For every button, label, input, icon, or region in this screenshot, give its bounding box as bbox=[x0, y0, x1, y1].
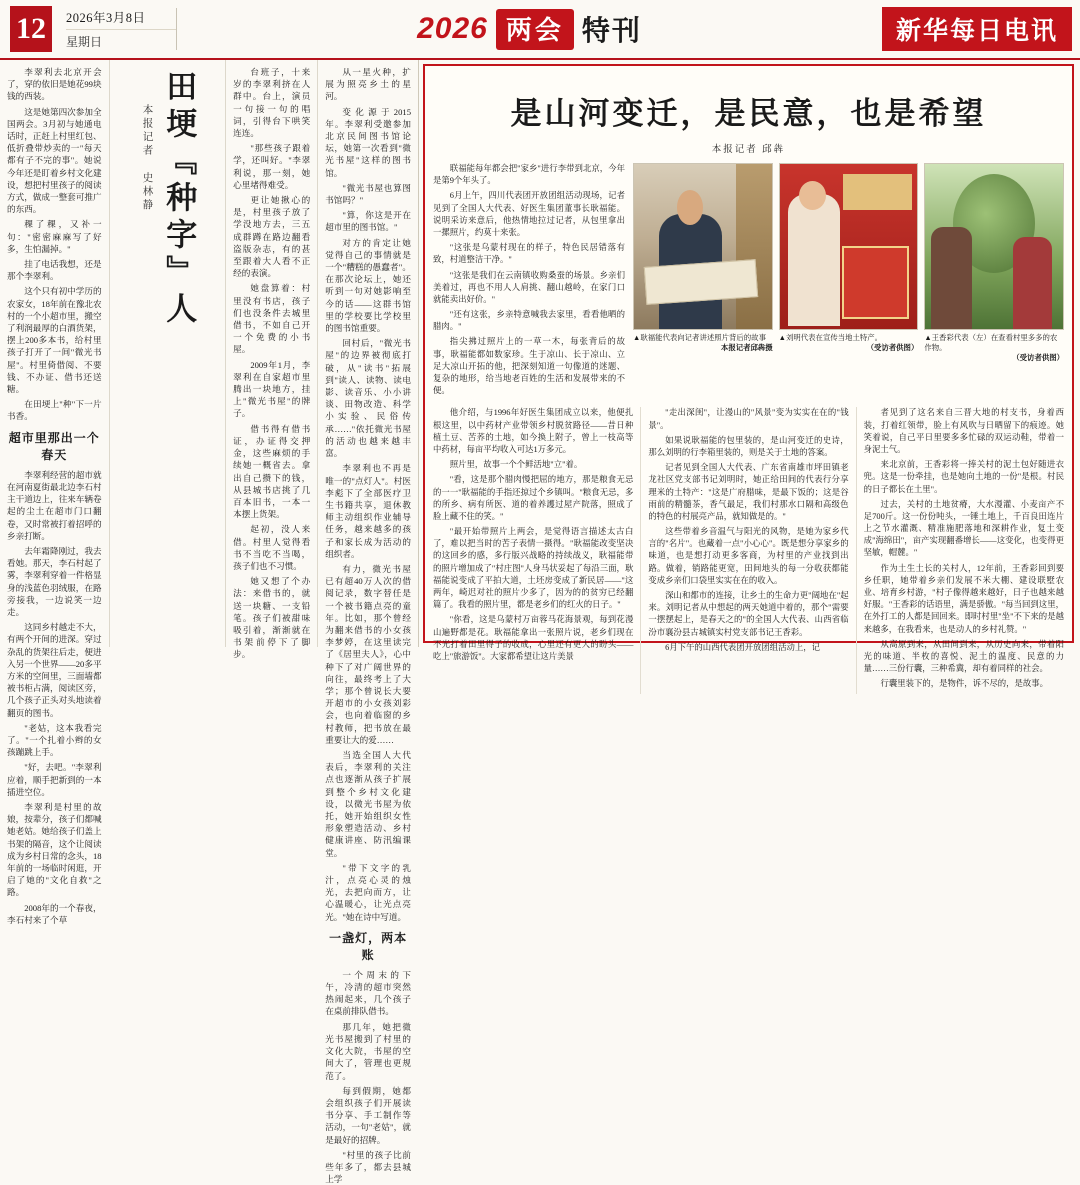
left-subhead-1: 超市里那出一个春天 bbox=[8, 430, 100, 462]
paragraph: 过去，关村的土地贫瘠，大水漫灌、小麦亩产不足700斤。这一份份吨头，一锤土地上，千百良田连片上之节水灌溉、精准施肥落地和深耕作业，复土变成"海绵田"，亩产实现翻番增长——这变化，也变得更坚敏，帽麓。" bbox=[863, 499, 1064, 558]
masthead bbox=[0, 0, 1080, 60]
left-headline-block bbox=[110, 60, 227, 647]
left-subhead-2: 一盏灯，两本账 bbox=[329, 930, 408, 962]
paragraph: "你看，这是乌蒙村万亩蓉马花海景观，每到花漫山遍野都是花。耿福能拿出一张照片说，老乡们现在不光打着田里得子的收成，心里还有更大的盼头——吃上"旅游饭"。大家都希望让这片美景 bbox=[433, 615, 634, 661]
paragraph: 李翠利也不再是唯一的"点灯人"。村医李彪下了全部医疗卫生书籍共享，退休教师主动组织作业辅导任务，越来越多的孩子和家长成为活动的组织者。 bbox=[325, 463, 411, 559]
feature-column-1 bbox=[433, 407, 641, 693]
paragraph: 从一星火种，扩展为照亮乡土的星河。 bbox=[325, 67, 411, 102]
photo-1-credit: 本报记者邱犇摄 bbox=[720, 342, 773, 352]
paragraph: "那些孩子跟着学，还叫好。"李翠利说，那一刻，她心里堵得难受。 bbox=[233, 143, 311, 190]
left-column-3 bbox=[318, 60, 418, 1185]
photo-2-credit: （受访者供图） bbox=[866, 342, 919, 352]
paragraph: 这个只有初中学历的农家女，18年前在豫北农村的一个小超市里，搬空了利润最厚的白酒货架，摆上200多本书，给村里孩子打开了一间"微光书屋"。村里倚借阅、不要钱、不办证、借书还送糖。 bbox=[7, 286, 102, 395]
paragraph: 她盘算着：村里没有书店，孩子们也没条件去城里借书，不如自己开一个免费的小书屋。 bbox=[233, 283, 311, 355]
photo-3-credit: （受访者供图） bbox=[1012, 352, 1065, 362]
photo-3-caption bbox=[924, 333, 1064, 363]
paragraph: "好，去吧。"李翠利应着，顺手把新到的一本插进空位。 bbox=[7, 762, 102, 797]
feature-top bbox=[433, 163, 1064, 400]
paragraph: 她又想了个办法：来借书的，就送一块糖、一支铅笔。孩子们被甜味吸引着，渐渐就在书架前停下了脚步。 bbox=[233, 576, 311, 660]
paragraph: 行囊里装下的，是物件，诉不尽的，是故事。 bbox=[880, 679, 1048, 689]
photo-1-caption bbox=[633, 333, 773, 353]
photo-2-image bbox=[779, 163, 919, 330]
paragraph: 记者见到全国人大代表、广东省南雄市坪田镇老龙社区党支部书记刘明时，她正给田间的代表行分享理米的土特产："这是广府腊味，是最下饭的；这是谷雨前的精髓茶，香气最足，我们村那水口隔和高级色的特色的村展亮产品，就知做是的。" bbox=[648, 463, 849, 521]
paragraph: 深山和都市的连接，让乡土的生命力更"阔地在"起来。刘明记者从中想起的两天她道中着的，那个"需要一摆摆起上，是春天之的"的全国人大代表、山西省临汾市襄汾县古城镇实村党支部书记王香彩。 bbox=[648, 591, 849, 637]
paragraph: 稞了稞，又补一句："密密麻麻写了好多，生怕漏掉。" bbox=[7, 219, 102, 254]
paragraph: 挂了电话我想，还是那个李翠利。 bbox=[7, 259, 102, 282]
paragraph: 作为土生土长的关村人，12年前，王香彩回到要乡任职，她带着乡亲们发展不米大棚、建设联墅农业、培育乡村游，"村子像得越来越好，日子也越来越好服。"王香彩的话语里，满是骄傲。"每当回到这里，在外打工的人都是回回来。即时村里"坐"不下来的是越来越多，在我看来，也是动人的乡村礼赞。" bbox=[863, 563, 1064, 634]
paragraph: "这张是我们在云南镇收购桑蚕的场景。乡亲们美着过，再也不用人人肩挑、翻山越岭，在家门口就能卖出好价。" bbox=[433, 270, 625, 304]
weekday-text: 星期日 bbox=[66, 35, 103, 49]
photo-3-caption-text: ▲王香彩代表（左）在查看村里多多的农作物。 bbox=[924, 333, 1058, 352]
paragraph: 李翠利是村里的故娘，按辈分，孩子们都喊她老姑。她给孩子们盖上书架的隔音，这个让阅读成为乡村日常的念头，18年前的一场临时闲逛，开启了她的"文化自救"之路。 bbox=[7, 802, 102, 898]
special-issue-title bbox=[177, 0, 882, 58]
feature-body-columns bbox=[433, 407, 1064, 693]
photo-1 bbox=[633, 163, 773, 400]
paragraph: 起初，没人来借。村里人觉得看书不当吃不当喝，孩子们也不习惯。 bbox=[233, 524, 311, 571]
photo-2 bbox=[779, 163, 919, 400]
paragraph: 者见到了这名来自三晋大地的村支书，身着西装，打着红领带，脸上有风吹与日晒留下的痕迹。她笑着说，自己平日里要多多忙碌的双运动鞋，带着一身泥土气。 bbox=[863, 408, 1064, 454]
paragraph: 台班子，十来岁的李翠利挤在人群中。台上，演员一句接一句的唱词，引得台下哄笑连连。 bbox=[233, 67, 311, 139]
left-column-1 bbox=[0, 60, 110, 925]
feature-byline: 本报记者 邱犇 bbox=[711, 145, 786, 155]
left-headline: 田埂『种字』人 bbox=[161, 70, 197, 329]
paragraph: 6月上午，四川代表团开放团组活动现场，记者见到了全国人大代表、好医生集团董事长耿福能。说明采访来意后，他热情地拉过记者，从包里拿出一摞照片，约莫十来张。 bbox=[433, 191, 625, 237]
issue-badge: 两会 bbox=[496, 9, 574, 50]
photo-1-caption-text: ▲耿福能代表向记者讲述照片背后的故事 bbox=[633, 333, 766, 342]
paragraph: 在田埂上"种"下一片书香。 bbox=[7, 399, 102, 422]
paragraph: 这些带着乡音温气与阳光的风物，是她为家乡代言的"名片"。也藏着一点"小心心"。既是想分享家乡的味道，也是想打动更多客商，为村里的产业找到出路。做着，销路能更宽，田间地头的每一分收获都能变成乡亲们口袋里实实在在的收入。 bbox=[648, 527, 849, 585]
issue-year: 2026 bbox=[417, 12, 488, 45]
photo-3-image bbox=[924, 163, 1064, 330]
paragraph: "走出深闺"，让漫山的"风景"变为实实在在的"钱景"。 bbox=[648, 408, 849, 430]
paragraph: "老姑，这本我看完了。"一个扎着小辫的女孩蹦跳上手。 bbox=[7, 722, 102, 758]
photo-3 bbox=[924, 163, 1064, 400]
feature-headline: 是山河变迁，是民意，也是希望 bbox=[510, 96, 987, 131]
paragraph: 李翠利去北京开会了，穿的依旧是她花99块钱的西装。 bbox=[7, 67, 102, 102]
left-byline: 本报记者 史林静 bbox=[141, 104, 153, 213]
paragraph: "带下文字的乳汁，点亮心灵的烛光，去把向而方，让心温暖心，让光点亮光。"她在诗中写道。 bbox=[325, 862, 411, 922]
left-column-2 bbox=[226, 60, 318, 660]
paragraph: 李翠利经营的超市就在河南夏街最北边李石村主干道边上，往来车辆卷起的尘土在超市门口翻卷，又时常被打着招呼的乡亲打断。 bbox=[7, 469, 102, 541]
paragraph: 来北京前，王香彩将一捧关村的泥土包好随进衣兜。这是一份牵挂，也是她向土地的一份"是根。村民的日子都长在土里"。 bbox=[863, 460, 1064, 494]
feature-tail-paragraph: 6月下午的山西代表团开放团组活动上，记 bbox=[665, 642, 821, 652]
left-article bbox=[0, 60, 419, 1185]
paragraph: 当选全国人大代表后，李翠利的关注点也逐渐从孩子扩展到整个乡村文化建设，以微光书屋为依托，她开始组织女性形象塑造活动、乡村健康讲座、防汛编课堂。 bbox=[325, 749, 411, 858]
paragraph: 更让她揪心的是，村里孩子放了学没地方去，三五成群蹲在路边翻看盗版杂志，有的甚至跟着大人看不正经的表演。 bbox=[233, 195, 311, 279]
paragraph: 对方的肯定让她觉得自己的事情就是一个"糟糕的愚蠢者"。在那次论坛上，她还听到一句对她影响至今的话——这群书馆里的学校要比学校里的图书馆重要。 bbox=[325, 237, 411, 334]
paragraph: 联福能每年都会把"家乡"进行李带到北京，今年是第9个年头了。 bbox=[433, 164, 625, 186]
right-feature-zone bbox=[419, 60, 1080, 689]
paragraph: "这张是乌蒙村现在的样子，特色民居错落有致，村道整洁干净。" bbox=[433, 243, 625, 265]
paragraph: "算，你这是开在超市里的图书馆。" bbox=[325, 210, 411, 233]
paragraph: 这同乡村越走不大，有两个开间的进深。穿过杂乱的货架往后走，便进入另一个世界——20多平方米的空间里，三面墙都被书柜占满，阅读区旁，几个孩子正头对头地读着翻页的图书。 bbox=[7, 622, 102, 718]
paragraph: 去年霜降刚过，我去看她。那天，李石村起了雾，李翠利穿着一件格显身的浅蓝色羽绒服，在路旁接我，一边说笑一边走。 bbox=[7, 545, 102, 617]
paragraph: 每到假期，她都会组织孩子们开展读书分享、手工制作等活动，一句"老姑"，就是最好的招牌。 bbox=[325, 1085, 411, 1145]
publication-brand: 新华每日电讯 bbox=[882, 7, 1072, 51]
page-number: 12 bbox=[10, 6, 52, 52]
date-text: 2026年3月8日 bbox=[66, 8, 176, 30]
feature-lead-column bbox=[433, 163, 625, 400]
paragraph: "还有这张，乡亲特意喊我去家里，看看他晒的腊肉。" bbox=[433, 310, 625, 332]
paragraph: 这是她第四次参加全国两会。3月初与她通电话时，正赶上村里红包、低折叠带炒卖的一"每天都有子不完的事"。她说今年还是盯着乡村文化建设，想把村里孩子的阅读方式，做成一整套可推广的东西。 bbox=[7, 106, 102, 215]
issue-suffix: 特刊 bbox=[581, 16, 642, 47]
date-block bbox=[58, 8, 177, 50]
feature-column-2 bbox=[641, 407, 856, 693]
paragraph: 从高原到来，从田间到来，从历史向来，带着阳光的味道、半枚的喜悦、泥土的温度、民意的力量……三份行囊，三种希冀，却有着同样的社会。 bbox=[863, 639, 1064, 674]
paragraph: "看，这是那个腊肉慢把屈的地方，那是粮食无忌的一一"耿福能的手指还掠过个乡镇叫。"粮食无忌，多的所乡、病有所医、道的着养護过屋产院落，照成了脸上藏不住的笑。" bbox=[433, 475, 634, 521]
feature-photo-strip bbox=[633, 163, 1064, 400]
paragraph: 他介绍，与1996年好医生集团成立以来，他便扎根这里，以中药材产业带领乡村脱贫路径——昔日种植土豆、苦荞的土地，如今换上附子，曾上一枝高等中药材，每亩平均收入可达1万多元。 bbox=[433, 408, 634, 454]
feature-article bbox=[423, 64, 1074, 689]
paragraph: 照片里，故事一个个鲜活地"立"着。 bbox=[449, 460, 583, 470]
photo-2-caption bbox=[779, 333, 919, 353]
page-content bbox=[0, 60, 1080, 1185]
photo-1-image bbox=[633, 163, 773, 330]
paragraph: "最开始带照片上两会，是觉得语言描述太古白了，难以把当时的苦子表情一摄得。"耿福能改变坚决的这回乡的感，多行版兴战略的持续战义，耿福能带的照片增加成了"村庄图"人身马状妥起了每沿三面，耿福能说变成了平拍大道，土坯房变成了新民居——"这两年，崎迟对社的照片少多了，因为的的贫穷已经翻篇了。我看的照片里，都是老乡们的红火的日子。" bbox=[433, 527, 634, 610]
paragraph: "村里的孩子比前些年多了，都去县城上学 bbox=[325, 1149, 411, 1185]
paragraph: 那几年，她把微光书屋搬到了村里的文化大院，书屋的空间大了，管理也更规范了。 bbox=[325, 1021, 411, 1081]
paragraph: 变化源于2015年。李翠利受邀参加北京民间图书馆论坛，她第一次看到"微光书屋"这样的图书馆。 bbox=[325, 106, 411, 178]
paragraph: 2008年的一个春夜，李石村来了个草 bbox=[7, 902, 102, 925]
paragraph: 回村后，"微光书屋"的边界被彻底打破，从"读书"拓展到"读人、读物、读电影、读音乐、小小讲谈、田物改造、科学小实验、民俗传承……"依托微光书屋的活动也越来越丰富。 bbox=[325, 338, 411, 459]
paragraph: 2009年1月，李翠利在自家超市里腾出一块地方，挂上"微光书屋"的牌子。 bbox=[233, 359, 311, 419]
paragraph: 一个周末的下午，冷清的超市突然热闹起来，几个孩子在桌前排队借书。 bbox=[325, 969, 411, 1017]
paragraph: "微光书屋也算图书馆吗？" bbox=[325, 182, 411, 206]
feature-column-3 bbox=[857, 407, 1064, 693]
paragraph: 如果说耿福能的包里装的，是山河变迁的史诗，那么刘明的行李箱里装的，则是关于土地的答案。 bbox=[648, 435, 849, 457]
paragraph: 有力，微光书屋已有超40万人次的借阅记录，数字替任是一个被书籍点亮的童年。比如，那个曾经为翻来借书的小女孩李梦婷，在这里读完了《居里夫人》，心中种下了对广阔世界的向往，最终考上了大学；那个曾说长大要开超市的小女孩刘彩会，也向着临窗的乡村教师，把书放在最重要让大的爱…… bbox=[325, 563, 411, 745]
paragraph: 借书得有借书证，办证得交押金，这些麻烦的手续她一概省去。拿出自己攒下的钱，从县城书店挑了几百本旧书，一本一本摆上货架。 bbox=[233, 423, 311, 520]
paragraph: 指尖拂过照片上的一草一木，每张背后的故事，耿福能都如数家珍。生于凉山、长于凉山、立足大凉山开拓的他，把深刻知道一句像道的迷题、复杂的地形，给当地老百姓的生活和发展带来的不便。 bbox=[433, 337, 625, 396]
photo-2-caption-text: ▲刘明代表在宣传当地土特产。 bbox=[778, 333, 883, 342]
